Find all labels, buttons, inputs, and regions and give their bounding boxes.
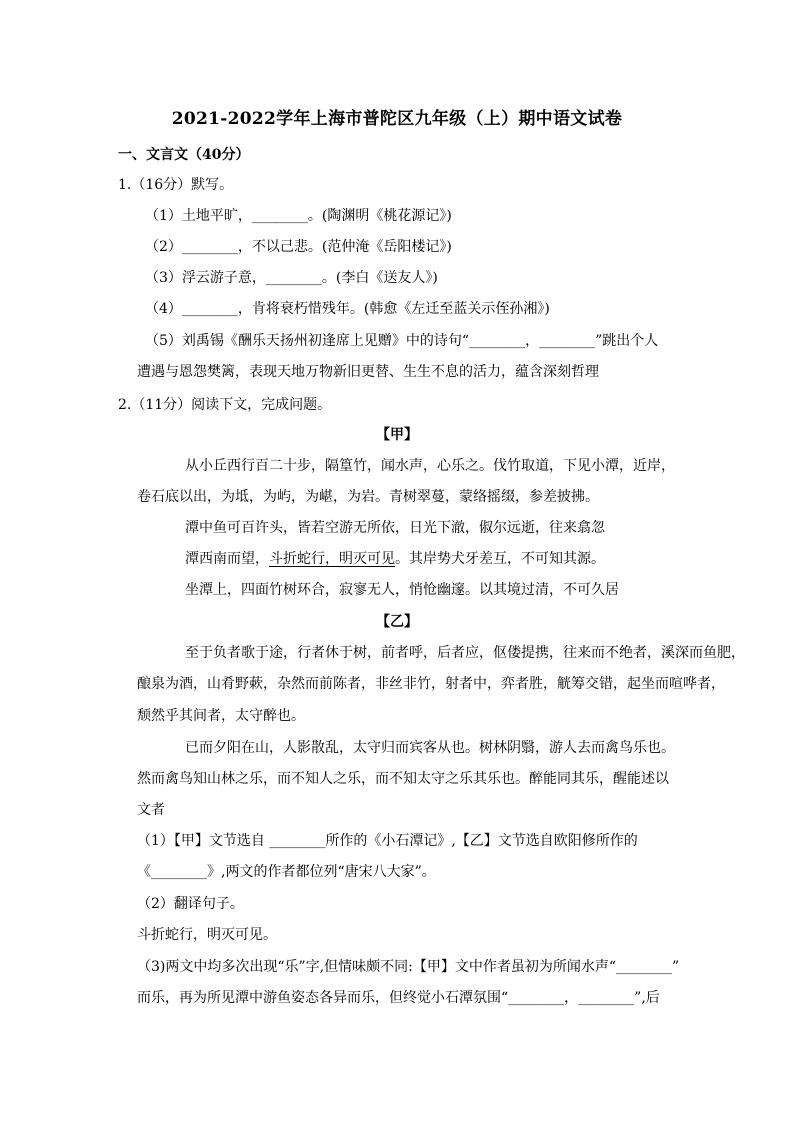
yi-line-2: 酿泉为酒，山肴野蔌，杂然而前陈者，非丝非竹，射者中，弈者胜，觥筹交错，起坐而喧哗者， [137, 676, 725, 692]
passage-jia-label: 【甲】 [376, 427, 418, 443]
q2-sub-1: （1）【甲】文节选自 ________所作的《小石潭记》,【乙】文节选自欧阳修所作的 [137, 833, 638, 849]
section-heading: 一、文言文（40分） [118, 147, 250, 163]
question-2-stem: 2.（11分）阅读下文，完成问题。 [118, 397, 332, 413]
jia-line-3: 潭中鱼可百许头，皆若空游无所依，日光下澈，俶尔远逝，往来翕忽 [185, 520, 605, 536]
jia-line-2: 卷石底以出，为坻，为屿，为嵁，为岩。青树翠蔓，蒙络摇缀，参差披拂。 [137, 489, 599, 505]
jia-line-5: 坐潭上，四面竹树环合，寂寥无人，悄怆幽邃。以其境过清，不可久居 [185, 582, 619, 598]
q2-sub-3-cont: 而乐，再为所见潭中游鱼姿态各异而乐，但终觉小石潭氛围“________，________”,后 [137, 990, 660, 1006]
q2-sub-1-cont: 《________》,两文的作者都位列“唐宋八大家”。 [137, 864, 436, 880]
yi-line-4: 已而夕阳在山，人影散乱，太守归而宾客从也。树林阴翳，游人去而禽鸟乐也。 [185, 740, 675, 756]
passage-yi-label: 【乙】 [376, 614, 418, 630]
yi-line-5: 然而禽鸟知山林之乐，而不知人之乐，而不知太守之乐其乐也。醉能同其乐，醒能述以 [137, 771, 669, 787]
jia-line-1: 从小丘西行百二十步，隔篁竹，闻水声，心乐之。伐竹取道，下见小潭，近岸， [185, 458, 675, 474]
q1-item-5: （5）刘禹锡《酬乐天扬州初逢席上见赠》中的诗句“________，________”跳出个人 [145, 333, 659, 349]
yi-line-1: 至于负者歌于途，行者休于树，前者呼，后者应，伛偻提携，往来而不绝者，溪深而鱼肥， [185, 645, 745, 661]
q1-item-4: （4）________，肯将衰朽惜残年。(韩愈《左迁至蓝关示侄孙湘》) [145, 301, 550, 317]
jia-underlined-phrase: 斗折蛇行，明灭可见 [269, 551, 395, 567]
jia-line-4-b: 。其岸势犬牙差互，不可知其源。 [395, 551, 605, 567]
yi-line-6: 文者 [137, 802, 165, 818]
q1-item-3: （3）浮云游子意，________。(李白《送友人》) [145, 270, 438, 286]
question-1-stem: 1.（16分）默写。 [118, 177, 234, 193]
exam-title: 2021-2022学年上海市普陀区九年级（上）期中语文试卷 [171, 109, 623, 129]
jia-line-4 [185, 549, 605, 569]
q2-sub-2: （2）翻译句子。 [137, 896, 244, 912]
q1-item-5-cont: 遭遇与恩怨樊篱，表现天地万物新旧更替、生生不息的活力，蕴含深刻哲理 [137, 364, 599, 380]
q1-item-1: （1）土地平旷，________。(陶渊明《桃花源记》) [145, 208, 452, 224]
yi-line-3: 颓然乎其间者，太守醉也。 [137, 708, 305, 724]
jia-line-4-a: 潭西南而望， [185, 551, 269, 567]
q2-sub-2-sentence: 斗折蛇行，明灭可见。 [137, 927, 277, 943]
q1-item-2: （2）________，不以己悲。(范仲淹《岳阳楼记》) [145, 239, 452, 255]
q2-sub-3: （3)两文中均多次出现“乐”字,但情味颇不同:【甲】文中作者虽初为所闻水声“________” [137, 959, 680, 975]
